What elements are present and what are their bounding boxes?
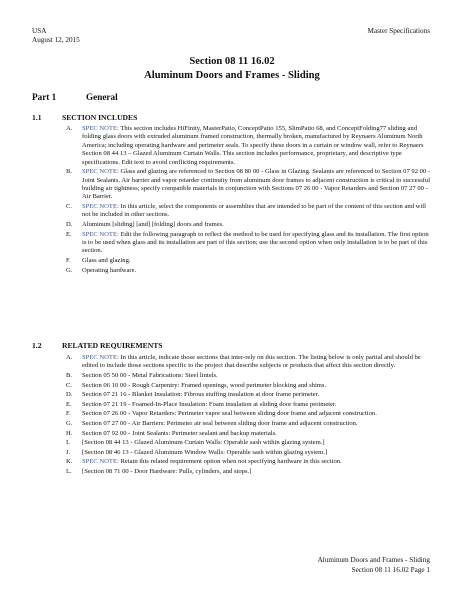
- list-item: [66, 125, 434, 167]
- part-number: Part 1: [32, 92, 57, 102]
- item-text: Section 07 27 00 - Air Barriers: Perimeter air seal between sliding door frame and adjacent construction.: [82, 419, 358, 427]
- item-text: Section 07 26 00 - Vapor Retarders: Perimeter vapor seal between sliding door frame and adjacent construction.: [82, 410, 377, 418]
- spec-note-label: SPEC NOTE:: [82, 230, 119, 238]
- item-letter: J.: [66, 448, 71, 456]
- list-item: [66, 354, 434, 371]
- list-item: [66, 401, 434, 409]
- list-item: [66, 372, 434, 380]
- item-text: Aluminum [sliding] [and] [folding] doors and frames.: [82, 221, 224, 229]
- item-letter: I.: [66, 439, 70, 447]
- header-doc-type: Master Specifications: [367, 27, 430, 35]
- item-text: Glass and glazing.: [82, 257, 131, 265]
- footer-page: Section 08 11 16.02 Page 1: [351, 565, 430, 574]
- item-text: Section 07 21 16 - Blanket Insulation: Fibrous stuffing insulation at door frame perimeter.: [82, 391, 320, 399]
- list-item: [66, 468, 434, 476]
- list-item: [66, 439, 434, 447]
- item-text: In this article, indicate those sections that inter-rely on this section. The listing below is only partial and should be edited to include those sections specific to the project that describe subjects or products that affect this section directly.: [82, 354, 421, 370]
- item-text: This section includes HiFinity, MasterPatio, ConceptPatio 155, SlimPatio 68, and ConceptFolding77 sliding and folding glass doors with extruded aluminum framed construction, thermally broken, manufactured by Reynaers Aluminum North America; including operating hardware and perimeter seals. To specify these doors in a curtain or window wall, refer to Reynaers Section 08 44 13 – Glazed Aluminum Curtain Walls. This section includes performance, proprietary, and descriptive type specifications. Edit text to avoid conflicting requirements.: [82, 125, 424, 166]
- list-item: [66, 231, 434, 256]
- list-item: [66, 458, 434, 466]
- section-heading-1-1: [32, 113, 137, 122]
- item-letter: D.: [66, 221, 73, 229]
- item-letter: L.: [66, 467, 72, 475]
- spec-note-label: SPEC NOTE:: [82, 458, 119, 466]
- list-item: [66, 430, 434, 438]
- item-text: Operating hardware.: [82, 266, 137, 274]
- section-heading-1-2: [32, 341, 163, 350]
- item-letter: B.: [66, 372, 73, 379]
- item-text: Glass and glazing are referenced to Section 08 80 00 - Glass in Glazing. Sealants are referenced to Section 07 92 00 - Joint Sealants. Air barrier and vapor retarder continuity from aluminum door frames to adjacent construction is critical to successful building air tightness; specify compatible materials in conjunction with Sections 07 26 00 - Vapor Retarders and Section 07 27 00 - Air Barrier.: [82, 168, 431, 201]
- item-text: Section 05 50 00 - Metal Fabrications: Steel lintels.: [82, 372, 218, 379]
- spec-note-label: SPEC NOTE:: [82, 125, 119, 132]
- list-item: [66, 420, 434, 428]
- section-1-1-items: [66, 125, 434, 276]
- item-letter: G.: [66, 266, 73, 274]
- item-text: Section 06 10 00 - Rough Carpentry: Framed openings, wood perimeter blocking and shims.: [82, 381, 327, 389]
- spec-note-label: SPEC NOTE:: [82, 168, 119, 176]
- item-text: Section 07 21 19 - Foamed-In-Place Insulation: Foam insulation at sliding door frame perimeter.: [82, 400, 337, 408]
- section-number: 1.2: [32, 341, 42, 350]
- list-item: [66, 410, 434, 418]
- item-letter: C.: [66, 381, 73, 389]
- item-letter: E.: [66, 230, 72, 238]
- list-item: [66, 203, 434, 220]
- list-item: [66, 267, 434, 275]
- list-item: [66, 221, 434, 229]
- footer-title: Aluminum Doors and Frames - Sliding: [317, 556, 430, 564]
- item-letter: H.: [66, 429, 73, 437]
- section-1-2-items: [66, 354, 434, 478]
- item-letter: C.: [66, 203, 73, 211]
- list-item: [66, 449, 434, 457]
- part-heading: [32, 92, 118, 102]
- item-letter: F.: [66, 410, 71, 418]
- item-letter: D.: [66, 391, 73, 399]
- item-letter: B.: [66, 168, 73, 176]
- item-text: Edit the following paragraph to reflect the method to be used for specifying glass and its installation. The first option is to be used when glass and its installation are part of this section; use the second option when only installation is to be part of this section.: [82, 230, 429, 255]
- item-letter: A.: [66, 354, 73, 361]
- spec-note-label: SPEC NOTE:: [82, 203, 119, 211]
- list-item: [66, 257, 434, 265]
- section-name: SECTION INCLUDES: [62, 113, 138, 122]
- list-item: [66, 382, 434, 390]
- section-number-title: Section 08 11 16.02: [189, 56, 275, 67]
- section-number: 1.1: [32, 113, 42, 122]
- item-text: Section 07 92 00 - Joint Sealants: Perimeter sealant and backup materials.: [82, 429, 277, 437]
- item-text: Retain this related requirement option when not specifying hardware in this section.: [120, 458, 342, 466]
- section-name-title: Aluminum Doors and Frames - Sliding: [144, 70, 320, 81]
- header-left: [32, 27, 80, 45]
- item-letter: K.: [66, 458, 73, 466]
- section-name: RELATED REQUIREMENTS: [62, 341, 163, 350]
- item-letter: F.: [66, 257, 71, 265]
- list-item: [66, 168, 434, 202]
- item-letter: E.: [66, 400, 72, 408]
- item-letter: G.: [66, 419, 73, 427]
- item-text: In this article, select the components or assemblies that are intended to be part of the content of this section and will not be included in other sections.: [82, 203, 426, 219]
- header-country: USA: [32, 27, 47, 35]
- item-letter: A.: [66, 125, 73, 132]
- item-text: [Section 08 46 13 - Glazed Aluminum Window Walls: Operable sash within glazing system.]: [82, 448, 328, 456]
- item-text: [Section 08 44 13 - Glazed Aluminum Curtain Walls: Operable sash within glazing system.]: [82, 439, 325, 447]
- header-date: August 12, 2015: [32, 36, 80, 44]
- list-item: [66, 391, 434, 399]
- footer: [318, 556, 430, 575]
- item-text: [Section 08 71 00 - Door Hardware: Pulls, cylinders, and stops.]: [82, 467, 252, 475]
- part-name: General: [86, 92, 118, 102]
- spec-note-label: SPEC NOTE:: [82, 354, 119, 361]
